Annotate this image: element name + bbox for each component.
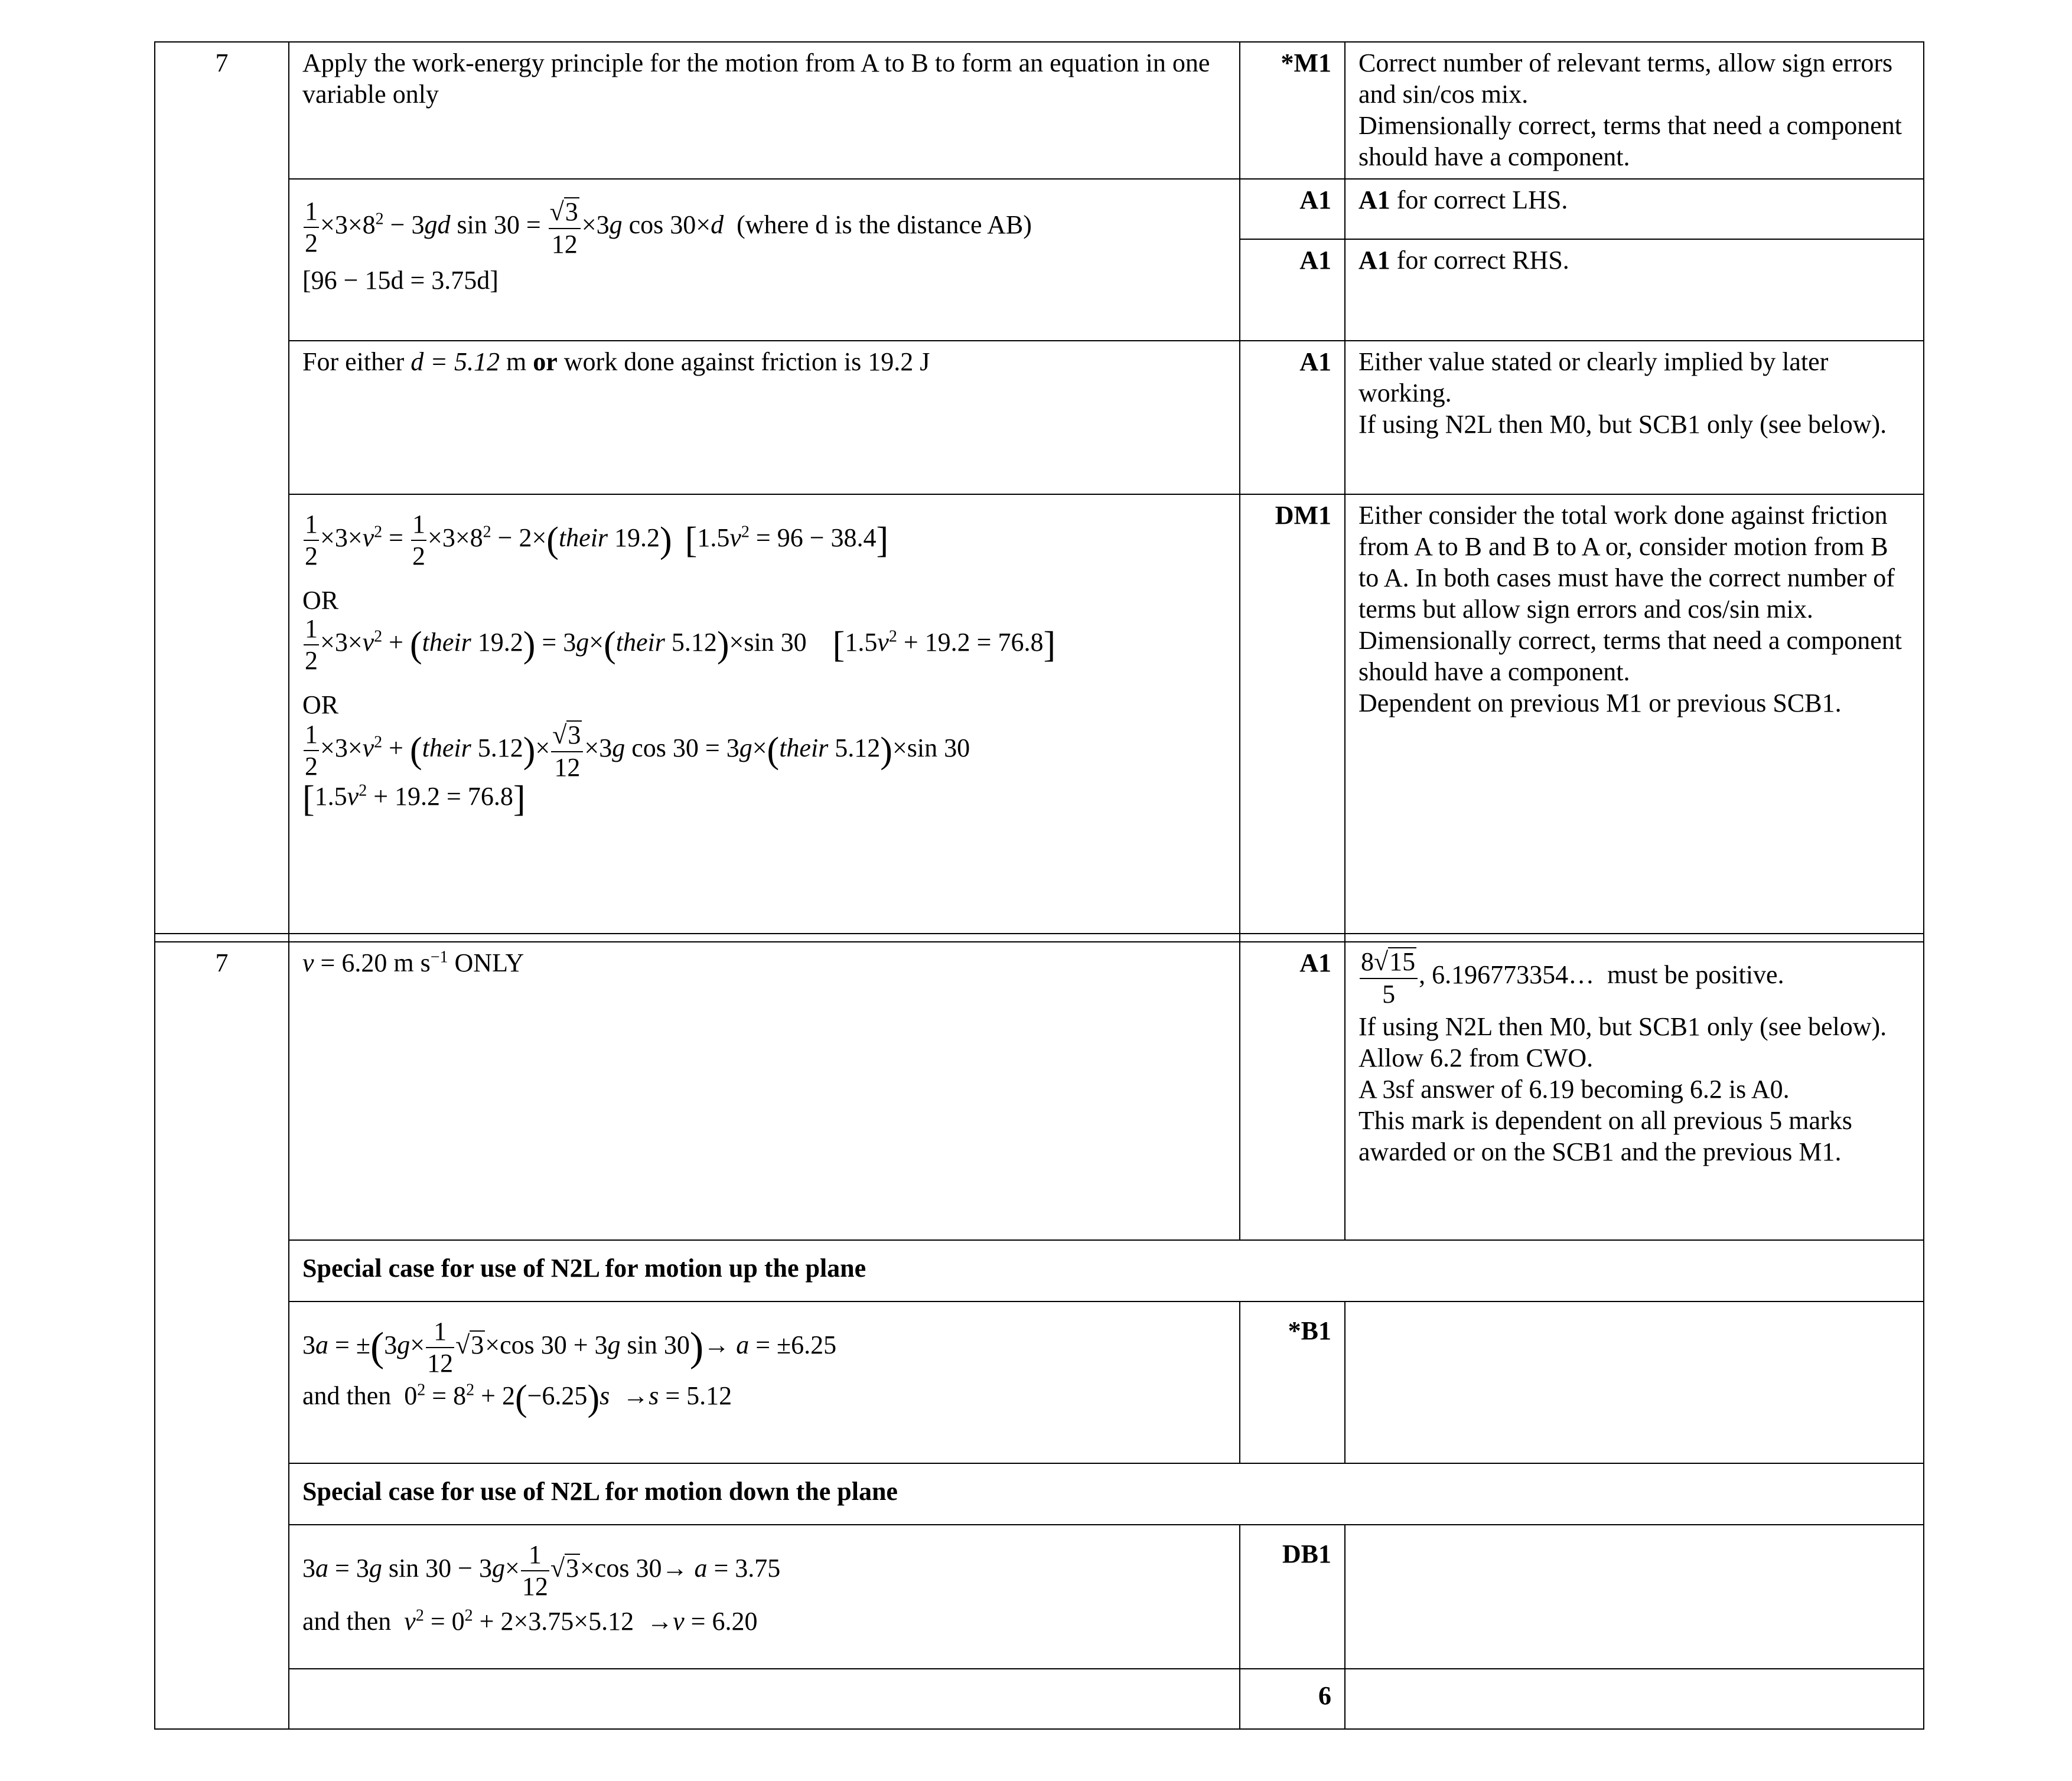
final-answer: v = 6.20 m $s^{-1}$ ONLY bbox=[289, 942, 1240, 1240]
guidance-line: for correct LHS. bbox=[1396, 185, 1568, 214]
work-energy-equation: $\frac{1}{2}$ $\times 3\times 8^2 - 3gd$ sin 30 = $\frac{√3}{12}$ ×3g cos 30×d (where d is the distance AB) bbox=[305, 197, 1032, 259]
unit: m $s^{-1}$ bbox=[393, 948, 448, 977]
guidance-cell bbox=[1345, 942, 1924, 1240]
energy-equation-3-result: $[1.5v^2 + 19.2 = 76.8]$ bbox=[302, 779, 526, 820]
table-row bbox=[155, 1669, 1924, 1729]
energy-equation-1: $\frac{1}{2}$ $\times 3\times v^2$ = $\frac{1}{2}$ $\times 3\times 8^2$ − 2×(their 19.2) $[1.5v^2 = 96 - 38.4]$ bbox=[305, 510, 889, 570]
guidance-line: Correct number of relevant terms, allow sign errors and sin/cos mix. bbox=[1358, 48, 1893, 109]
where-note: (where d is the distance AB) bbox=[737, 210, 1032, 240]
special-case-heading: Special case for use of N2L for motion down the plane bbox=[289, 1463, 1924, 1525]
special-case-working bbox=[289, 1302, 1240, 1463]
suvat-up-equation: and then $0^2 = 8^2 + 2(-6.25)s \to s = 5.12$ bbox=[302, 1378, 732, 1418]
only-word: ONLY bbox=[454, 948, 524, 977]
total-marks: 6 bbox=[1240, 1669, 1345, 1729]
mark-scheme-table bbox=[154, 41, 1924, 1730]
mark-code: A1 bbox=[1240, 341, 1345, 494]
page-break-separator bbox=[155, 934, 1924, 942]
guidance-cell bbox=[1345, 1302, 1924, 1463]
table-row bbox=[155, 1463, 1924, 1525]
guidance-cell bbox=[1345, 1525, 1924, 1669]
guidance-line: Allow 6.2 from CWO. bbox=[1358, 1043, 1594, 1073]
table-row bbox=[155, 1302, 1924, 1463]
table-row bbox=[155, 179, 1924, 239]
guidance-line: This mark is dependent on all previous 5 marks awarded or on the SCB1 and the previous M1. bbox=[1358, 1106, 1852, 1167]
guidance-cell bbox=[1345, 239, 1924, 341]
mark-code: *M1 bbox=[1240, 42, 1345, 179]
scheme-equations bbox=[289, 494, 1240, 934]
empty-cell bbox=[289, 1669, 1240, 1729]
special-case-heading: Special case for use of N2L for motion up the plane bbox=[289, 1240, 1924, 1302]
table-row bbox=[155, 494, 1924, 934]
guidance-line: Dependent on previous M1 or previous SCB1. bbox=[1358, 689, 1842, 717]
special-case-working bbox=[289, 1525, 1240, 1669]
mark-code: A1 bbox=[1240, 239, 1345, 341]
guidance-line: Either value stated or clearly implied by later working. bbox=[1358, 347, 1829, 407]
mark-code: A1 bbox=[1240, 179, 1345, 239]
guidance-line: Either consider the total work done against friction from A to B and B to A or, consider motion from B to A. In both cases must have the correct number of terms but allow sign errors and cos/sin mix. bbox=[1358, 501, 1895, 624]
simplified-equation: [96 − 15d = 3.75d] bbox=[302, 266, 499, 295]
guidance-line: If using N2L then M0, but SCB1 only (see below). bbox=[1358, 410, 1887, 439]
guidance-cell bbox=[1345, 494, 1924, 934]
question-number: 7 bbox=[155, 942, 289, 1729]
guidance-line: Dimensionally correct, terms that need a component should have a component. bbox=[1358, 626, 1902, 686]
mark-code: A1 bbox=[1240, 942, 1345, 1240]
mark-code: DM1 bbox=[1240, 494, 1345, 934]
scheme-equation bbox=[289, 179, 1240, 341]
d-value: d = 5.12 bbox=[411, 347, 500, 376]
unit: m bbox=[506, 347, 527, 376]
mark-ref: A1 bbox=[1358, 185, 1390, 214]
table-row bbox=[155, 1525, 1924, 1669]
guidance-cell bbox=[1345, 341, 1924, 494]
n2l-up-equation: 3a = ±(3g× $\frac{1}{12}$ √3×cos 30 + 3g sin 30)→ a = ±6.25 bbox=[302, 1317, 837, 1378]
or-label: OR bbox=[302, 690, 339, 719]
or-label: OR bbox=[302, 586, 339, 615]
scheme-prefix: For either bbox=[302, 347, 405, 376]
mark-ref: A1 bbox=[1358, 246, 1390, 275]
suvat-down-equation: and then $v^2 = 0^2 + 2\times 3.75\times 5.12 \to v = 6.20$ bbox=[302, 1606, 758, 1636]
table-row bbox=[155, 341, 1924, 494]
n2l-down-equation: 3a = 3g sin 30 − 3g× $\frac{1}{12}$ √3×cos 30→ a = 3.75 bbox=[302, 1540, 781, 1601]
energy-equation-3: $\frac{1}{2}$ $\times 3\times v^2$ + (their 5.12)× $\frac{√3}{12}$ ×3g cos 30 = 3g×(their 5.12)×sin 30 bbox=[305, 720, 970, 782]
table-row bbox=[155, 1240, 1924, 1302]
scheme-sentence: Apply the work-energy principle for the motion from A to B to form an equation in one variable only bbox=[302, 48, 1210, 109]
or-word: or bbox=[533, 347, 558, 376]
energy-equation-2: $\frac{1}{2}$ $\times 3\times v^2$ + (their 19.2) = 3g×(their 5.12)×sin 30 $[1.5v^2 + 19.2 = 76.8]$ bbox=[305, 614, 1056, 675]
guidance-line: for correct RHS. bbox=[1396, 246, 1569, 275]
scheme-suffix: work done against friction is 19.2 J bbox=[563, 347, 930, 376]
guidance-line: A 3sf answer of 6.19 becoming 6.2 is A0. bbox=[1358, 1075, 1790, 1104]
question-number: 7 bbox=[155, 42, 289, 934]
table-row bbox=[155, 42, 1924, 179]
guidance-line: If using N2L then M0, but SCB1 only (see below). bbox=[1358, 1012, 1887, 1042]
guidance-cell bbox=[1345, 179, 1924, 239]
scheme-text bbox=[289, 42, 1240, 179]
mark-code: *B1 bbox=[1240, 1302, 1345, 1463]
table-row bbox=[155, 942, 1924, 1240]
empty-cell bbox=[1345, 1669, 1924, 1729]
mark-code: DB1 bbox=[1240, 1525, 1345, 1669]
guidance-line: Dimensionally correct, terms that need a component should have a component. bbox=[1358, 111, 1902, 171]
exact-answer: $\frac{8√15}{5}$ , 6.196773354… must be positive. bbox=[1361, 947, 1784, 1009]
scheme-text bbox=[289, 341, 1240, 494]
guidance-cell bbox=[1345, 42, 1924, 179]
